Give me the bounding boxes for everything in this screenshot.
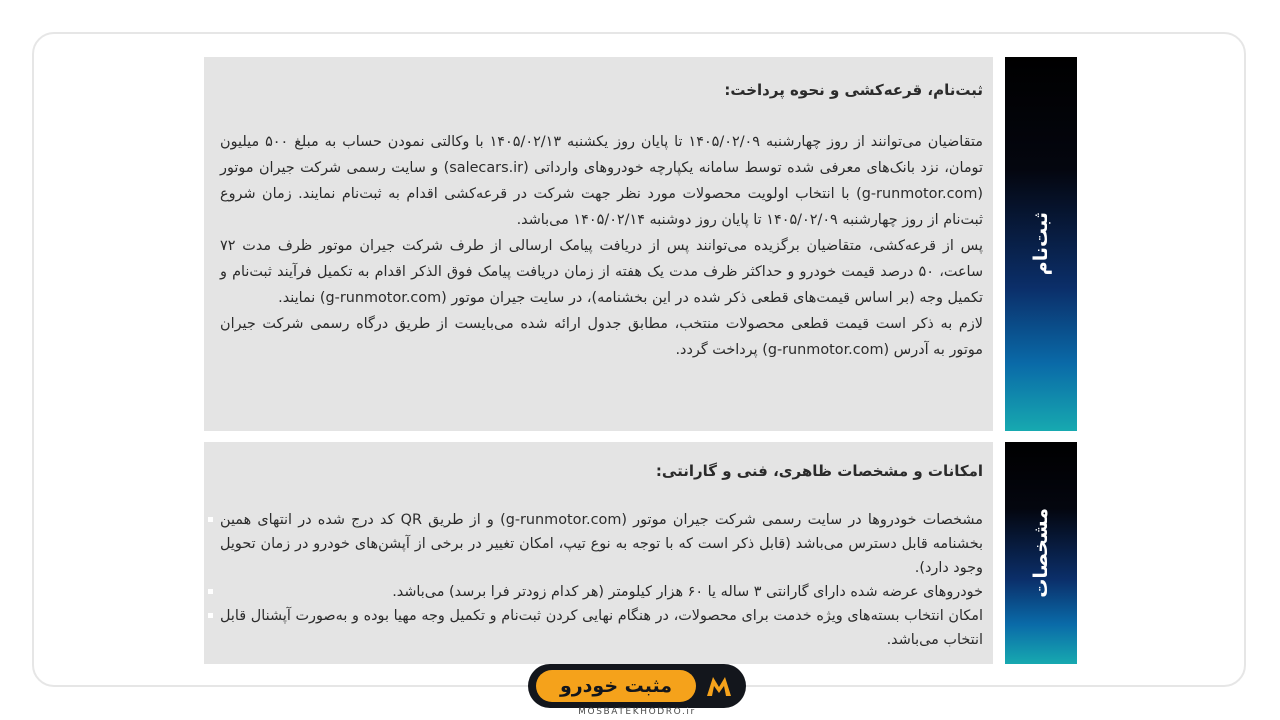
list-item-text: مشخصات خودروها در سایت رسمی شرکت جیران موتور (g-runmotor.com) و از طریق QR کد درج شده در انتهای همین بخشنامه قابل دسترس می‌باشد (قابل ذکر است که با توجه به نوع تیپ، امکان تغییر در برخی از آپشن‌های خودرو در زمان تحویل وجود دارد). xyxy=(220,512,983,576)
registration-side-tab xyxy=(1005,57,1077,431)
registration-paragraph: لازم به ذکر است قیمت قطعی محصولات منتخب، مطابق جدول ارائه شده می‌بایست از طریق درگاه رسمی شرکت جیران موتور به آدرس (g-runmotor.com) پرداخت گردد. xyxy=(220,316,983,358)
specs-title: امکانات و مشخصات ظاهری، فنی و گارانتی: xyxy=(655,462,983,480)
logo-caption: MOSBATEKHODRO.ir xyxy=(578,707,696,717)
mosbat-m-logo-icon xyxy=(704,671,734,701)
registration-panel xyxy=(204,57,993,431)
specs-side-label: مشخصات xyxy=(1030,508,1052,598)
specs-side-tab xyxy=(1005,442,1077,664)
bullet-icon xyxy=(208,613,213,618)
registration-side-label: ثبت‌نام xyxy=(1030,212,1052,276)
registration-paragraph: متقاضیان می‌توانند از روز چهارشنبه ۱۴۰۵/۰۲/۰۹ تا پایان روز یکشنبه ۱۴۰۵/۰۲/۱۳ با وکالتی نمودن حساب به مبلغ ۵۰۰ میلیون تومان، نزد بانک‌های معرفی شده توسط سامانه یکپارچه خودروهای وارداتی (salecars.ir) و سایت رسمی شرکت جیران موتور (g-runmotor.com) با انتخاب اولویت محصولات مورد نظر جهت شرکت در قرعه‌کشی اقدام به ثبت‌نام نمایند. زمان شروع ثبت‌نام از روز چهارشنبه ۱۴۰۵/۰۲/۰۹ تا پایان روز دوشنبه ۱۴۰۵/۰۲/۱۴ می‌باشد. xyxy=(220,134,983,228)
logo-text: مثبت خودرو xyxy=(559,675,673,697)
specs-list xyxy=(220,508,983,652)
list-item xyxy=(220,580,983,604)
list-item xyxy=(220,604,983,652)
bullet-icon xyxy=(208,589,213,594)
bullet-icon xyxy=(208,517,213,522)
logo-text-badge xyxy=(536,670,696,702)
specs-panel xyxy=(204,442,993,664)
registration-paragraph: پس از قرعه‌کشی، متقاضیان برگزیده می‌توانند پس از دریافت پیامک ارسالی از طرف شرکت جیران موتور ظرف مدت ۷۲ ساعت، ۵۰ درصد قیمت خودرو و حداکثر ظرف مدت یک هفته از زمان دریافت پیامک فوق الذکر اقدام به تکمیل فرآیند ثبت‌نام و تکمیل وجه (بر اساس قیمت‌های قطعی ذکر شده در این بخشنامه)، در سایت جیران موتور (g-runmotor.com) نمایند. xyxy=(220,238,983,306)
list-item-text: خودروهای عرضه شده دارای گارانتی ۳ ساله یا ۶۰ هزار کیلومتر (هر کدام زودتر فرا برسد) می‌باشد. xyxy=(392,584,983,600)
brand-logo xyxy=(528,664,746,720)
list-item-text: امکان انتخاب بسته‌های ویژه خدمت برای محصولات، در هنگام نهایی کردن ثبت‌نام و تکمیل وجه مهیا بوده و به‌صورت آپشنال قابل انتخاب می‌باشد. xyxy=(220,608,983,648)
registration-title: ثبت‌نام، قرعه‌کشی و نحوه پرداخت: xyxy=(724,81,983,99)
logo-pill xyxy=(528,664,746,708)
list-item xyxy=(220,508,983,580)
